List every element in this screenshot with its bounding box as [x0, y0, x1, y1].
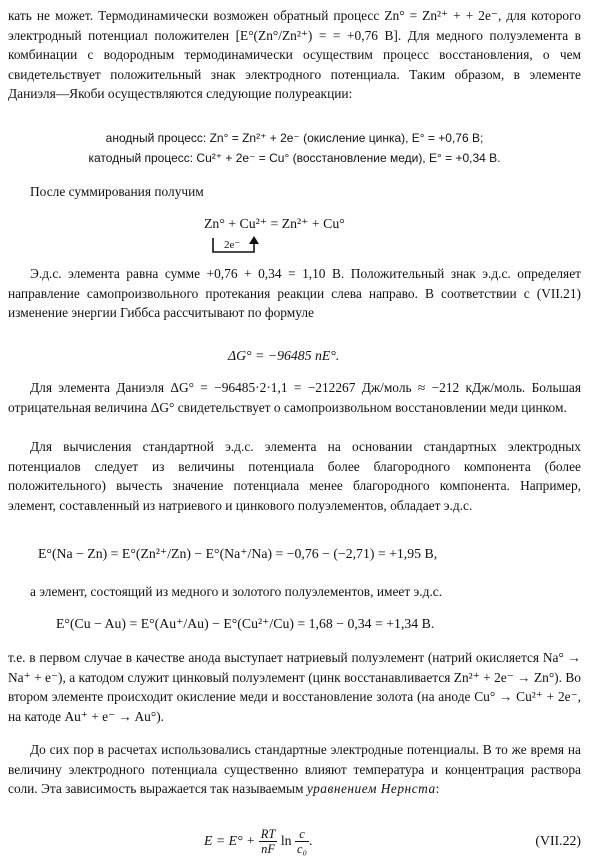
electron-transfer-arrow — [8, 214, 581, 260]
paragraph-summation — [8, 182, 581, 202]
paragraph-first-case — [8, 648, 581, 726]
nernst-period: . — [308, 833, 313, 848]
cathode-reaction: катодный процесс: Cu²⁺ + 2e⁻ = Cu° (восстановление меди), E° = +0,34 В. — [88, 151, 501, 165]
gibbs-formula — [8, 346, 581, 366]
formula-text: ΔG° = −96485 nE°. — [228, 348, 340, 363]
fraction-denominator: c₀ — [297, 842, 307, 857]
paragraph-gold — [8, 582, 581, 602]
paragraph-nernst — [8, 740, 581, 799]
equation-number: (VII.22) — [535, 833, 581, 848]
total-reaction-block — [8, 214, 581, 260]
anode-reaction: анодный процесс: Zn° = Zn²⁺ + 2e⁻ (окисление цинка), E° = +0,76 В; — [105, 131, 484, 145]
fraction-c-c0 — [295, 827, 309, 856]
paragraph-standard — [8, 437, 581, 515]
equation-cu-au — [8, 614, 581, 634]
paragraph-text: Для вычисления стандартной э.д.с. элемента на основании стандартных электродных потенциалов следует из величины потенциала более благородного компонента (более положительного) вычесть значение потенциала менее благородного компонента. Например, элемент, составленный из натриевого и цинкового полуэлементов, обладает э.д.с. — [8, 439, 581, 513]
paragraph-text: кать не может. Термодинамически возможен обратный процесс Zn° = Zn²⁺ + + 2e⁻, для которого электродный потенциал положителен [E°(Zn°/Zn²⁺) = = +0,76 В]. Для медного полуэлемента в комбинации с водородным термодинамически осуществим процесс восстановления, о чем свидетельствует положительный знак электродного потенциала. Таким образом, в элементе Даниэля—Якоби осуществляются следующие полуреакции: — [8, 8, 581, 102]
nernst-intro: До сих пор в расчетах использовались стандартные электродные потенциалы. В то же время на величину электродного потенциала существенно влияют температура и концентрация раствора соли. Эта зависимость выражается так называемым — [8, 742, 581, 797]
nernst-lhs: E = E° + — [204, 833, 259, 848]
equation-text: E°(Na − Zn) = E°(Zn²⁺/Zn) − E°(Na⁺/Na) = −0,76 − (−2,71) = +1,95 В, — [38, 546, 438, 561]
equation-text: E°(Cu − Au) = E°(Au⁺/Au) − E°(Cu²⁺/Cu) = 1,68 − 0,34 = +1,34 В. — [56, 616, 435, 631]
paragraph-daniel — [8, 378, 581, 417]
paragraph-text: а элемент, состоящий из медного и золотого полуэлементов, имеет э.д.с. — [30, 584, 443, 599]
fraction-denominator: nF — [261, 842, 276, 857]
paragraph-intro — [8, 6, 581, 104]
nernst-colon: : — [435, 781, 440, 797]
paragraph-emf — [8, 264, 581, 323]
paragraph-text: т.е. в первом случае в качестве анода выступает натриевый полуэлемент (натрий окисляется Na° → Na⁺ + e⁻), а катодом служит цинковый полуэлемент (цинк восстанавливается Zn²⁺ + 2e⁻ → Zn°). Во втором элементе происходит окисление меди и восстановление золота (на аноде Cu° → Cu²⁺ + 2e⁻, на катоде Au⁺ + e⁻ → Au°). — [8, 650, 581, 724]
total-reaction: Zn° + Cu²⁺ = Zn²⁺ + Cu° — [204, 216, 345, 231]
paragraph-text: После суммирования получим — [30, 184, 204, 199]
nernst-formula — [204, 825, 312, 857]
paragraph-text: Э.д.с. элемента равна сумме +0,76 + 0,34 = 1,10 В. Положительный знак э.д.с. определяет направление самопроизвольного протекания реакции слева направо. В соответствии с (VII.21) изменение энергии Гиббса рассчитывают по формуле — [8, 266, 581, 321]
half-reactions — [8, 128, 581, 168]
fraction-numerator: c — [295, 827, 309, 842]
paragraph-text: Для элемента Даниэля ΔG° = −96485·2·1,1 = −212267 Дж/моль ≈ −212 кДж/моль. Большая отрицательная величина ΔG° свидетельствует о самопроизвольном восстановлении меди цинком. — [8, 380, 581, 415]
nernst-equation — [8, 825, 581, 861]
electron-label: 2e⁻ — [224, 239, 241, 251]
nernst-term: уравнением Нернста — [306, 781, 436, 797]
fraction-rt-nf — [259, 827, 278, 856]
fraction-numerator: RT — [260, 827, 276, 842]
equation-na-zn — [8, 544, 581, 564]
paragraph-text — [8, 740, 581, 799]
ln-operator: ln — [280, 833, 292, 848]
